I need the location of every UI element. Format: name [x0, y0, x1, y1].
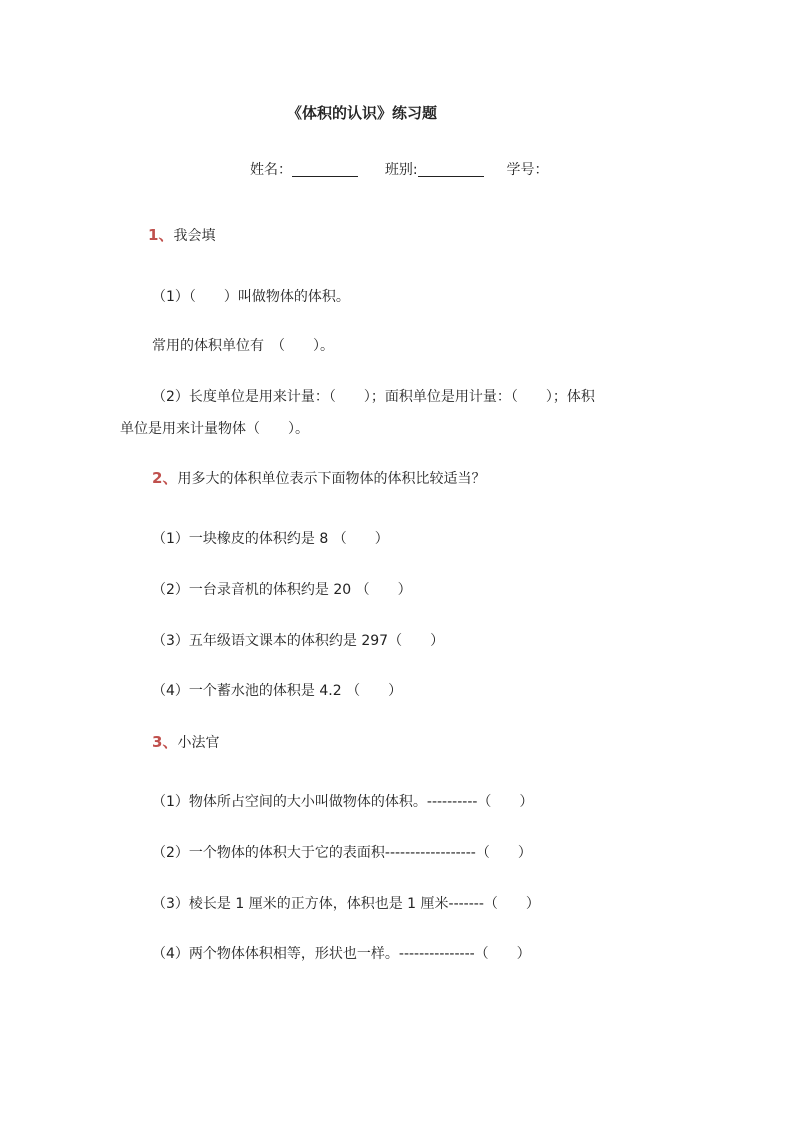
section-heading	[152, 471, 485, 486]
question-line: （1）物体所占空间的大小叫做物体的体积。----------（ ）	[152, 794, 534, 810]
question-line: （4）两个物体体积相等，形状也一样。---------------（ ）	[152, 946, 531, 962]
question-line: （4）一个蓄水池的体积是 4.2 （ ）	[152, 683, 403, 699]
page-title: 《体积的认识》练习题	[287, 104, 438, 122]
section-number: 2	[152, 469, 163, 487]
question-line: 单位是用来计量物体（ ）。	[120, 421, 309, 437]
section-separator: 、	[158, 226, 174, 244]
section-heading	[148, 228, 215, 243]
question-line: （3）五年级语文课本的体积约是 297（ ）	[152, 633, 445, 649]
question-line: （1）（ ）叫做物体的体积。	[152, 289, 350, 305]
id-label: 学号：	[506, 162, 549, 178]
class-label: 班别:	[384, 162, 418, 178]
question-line: （1）一块橡皮的体积约是 8 （ ）	[152, 531, 389, 547]
question-line: （2）一个物体的体积大于它的表面积------------------（ ）	[152, 845, 532, 861]
section-separator: 、	[162, 469, 178, 487]
class-blank[interactable]	[418, 162, 484, 177]
question-line: （3）棱长是 1 厘米的正方体，体积也是 1 厘米-------（ ）	[152, 896, 540, 912]
section-title: 用多大的体积单位表示下面物体的体积比较适当？	[177, 471, 486, 487]
section-heading	[152, 735, 219, 750]
section-number: 1	[148, 226, 159, 244]
section-separator: 、	[162, 733, 178, 751]
question-line: （2）长度单位是用来计量：（ ）；面积单位是用计量：（ ）；体积	[152, 389, 595, 405]
student-info	[250, 162, 549, 177]
section-title: 我会填	[173, 228, 216, 244]
question-line: 常用的体积单位有 （ ）。	[152, 338, 334, 354]
section-number: 3	[152, 733, 163, 751]
question-line: （2）一台录音机的体积约是 20 （ ）	[152, 582, 412, 598]
name-label: 姓名：	[250, 162, 292, 178]
name-blank[interactable]	[292, 162, 358, 177]
section-title: 小法官	[177, 735, 220, 751]
